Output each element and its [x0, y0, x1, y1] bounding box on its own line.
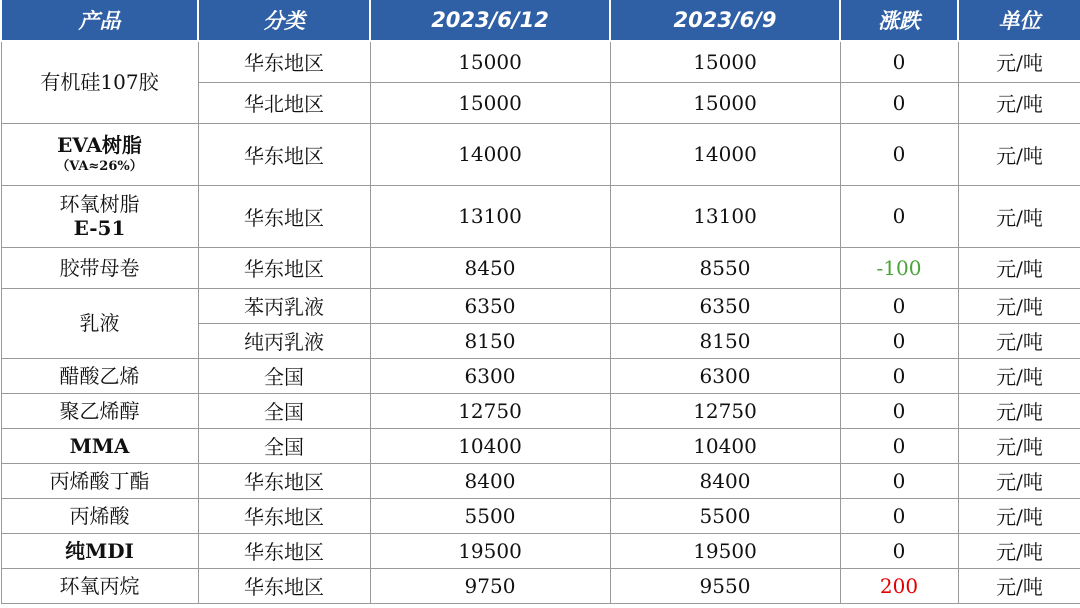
- product-name: 有机硅107胶: [40, 70, 159, 95]
- unit-cell: 元/吨: [958, 498, 1080, 533]
- change-cell: -100: [840, 247, 958, 288]
- price-date-2-cell: 9550: [610, 568, 840, 603]
- category-cell: 全国: [198, 428, 370, 463]
- table-row: [1, 288, 1080, 323]
- product-grade: E-51: [73, 216, 126, 240]
- unit-cell: 元/吨: [958, 358, 1080, 393]
- category-cell: 华东地区: [198, 533, 370, 568]
- header-category: 分类: [198, 0, 370, 41]
- price-date-2-cell: 8150: [610, 323, 840, 358]
- category-cell: 华东地区: [198, 568, 370, 603]
- table-row: [1, 463, 1080, 498]
- product-cell: [1, 358, 198, 393]
- category-cell: 华北地区: [198, 82, 370, 123]
- change-cell: 0: [840, 358, 958, 393]
- category-cell: 华东地区: [198, 247, 370, 288]
- product-name: 胶带母卷: [59, 255, 140, 280]
- category-cell: 华东地区: [198, 123, 370, 185]
- product-cell: [1, 41, 198, 123]
- change-cell: 0: [840, 498, 958, 533]
- price-date-2-cell: 14000: [610, 123, 840, 185]
- table-row: [1, 428, 1080, 463]
- table-row: [1, 498, 1080, 533]
- price-date-1-cell: 13100: [370, 185, 610, 247]
- header-unit: 单位: [958, 0, 1080, 41]
- product-name: 乳液: [79, 311, 120, 335]
- price-date-1-cell: 8400: [370, 463, 610, 498]
- unit-cell: 元/吨: [958, 288, 1080, 323]
- table-row: [1, 185, 1080, 247]
- table-row: [1, 393, 1080, 428]
- price-date-2-cell: 15000: [610, 82, 840, 123]
- table-row: [1, 533, 1080, 568]
- table-row: [1, 247, 1080, 288]
- product-name: MMA: [69, 433, 130, 458]
- unit-cell: 元/吨: [958, 323, 1080, 358]
- price-date-1-cell: 6300: [370, 358, 610, 393]
- product-cell: [1, 123, 198, 185]
- unit-cell: 元/吨: [958, 568, 1080, 603]
- price-date-2-cell: 8400: [610, 463, 840, 498]
- product-cell: [1, 463, 198, 498]
- price-date-1-cell: 6350: [370, 288, 610, 323]
- header-date-2: 2023/6/9: [610, 0, 840, 41]
- unit-cell: 元/吨: [958, 393, 1080, 428]
- product-name: 丙烯酸丁酯: [49, 468, 150, 493]
- price-date-1-cell: 8150: [370, 323, 610, 358]
- table-row: [1, 358, 1080, 393]
- product-name: 聚乙烯醇: [59, 398, 140, 423]
- change-cell: 0: [840, 41, 958, 82]
- category-cell: 全国: [198, 358, 370, 393]
- category-cell: 华东地区: [198, 41, 370, 82]
- price-date-1-cell: 19500: [370, 533, 610, 568]
- price-date-1-cell: 14000: [370, 123, 610, 185]
- product-name: 环氧树脂: [59, 192, 140, 216]
- unit-cell: 元/吨: [958, 463, 1080, 498]
- unit-cell: 元/吨: [958, 82, 1080, 123]
- change-cell: 0: [840, 428, 958, 463]
- unit-cell: 元/吨: [958, 185, 1080, 247]
- product-note: （VA≈26%）: [56, 159, 143, 175]
- unit-cell: 元/吨: [958, 123, 1080, 185]
- product-name: 环氧丙烷: [59, 573, 140, 598]
- price-date-1-cell: 9750: [370, 568, 610, 603]
- category-cell: 苯丙乳液: [198, 288, 370, 323]
- category-cell: 华东地区: [198, 185, 370, 247]
- change-cell: 0: [840, 185, 958, 247]
- price-date-1-cell: 15000: [370, 82, 610, 123]
- product-name: EVA树脂: [57, 133, 142, 158]
- table-row: [1, 568, 1080, 603]
- change-cell: 0: [840, 323, 958, 358]
- price-date-2-cell: 19500: [610, 533, 840, 568]
- product-name: 纯MDI: [65, 538, 134, 563]
- price-date-2-cell: 8550: [610, 247, 840, 288]
- price-date-2-cell: 6300: [610, 358, 840, 393]
- product-cell: [1, 498, 198, 533]
- product-cell: [1, 428, 198, 463]
- product-cell: [1, 533, 198, 568]
- product-cell: [1, 568, 198, 603]
- price-date-1-cell: 15000: [370, 41, 610, 82]
- price-date-2-cell: 13100: [610, 185, 840, 247]
- price-date-1-cell: 5500: [370, 498, 610, 533]
- category-cell: 华东地区: [198, 498, 370, 533]
- table-row: [1, 123, 1080, 185]
- change-cell: 0: [840, 82, 958, 123]
- product-cell: [1, 247, 198, 288]
- header-product: 产品: [1, 0, 198, 41]
- price-date-1-cell: 8450: [370, 247, 610, 288]
- category-cell: 全国: [198, 393, 370, 428]
- product-cell: [1, 288, 198, 358]
- category-cell: 华东地区: [198, 463, 370, 498]
- unit-cell: 元/吨: [958, 533, 1080, 568]
- price-date-1-cell: 12750: [370, 393, 610, 428]
- change-cell: 0: [840, 123, 958, 185]
- price-date-2-cell: 10400: [610, 428, 840, 463]
- change-cell: 0: [840, 393, 958, 428]
- product-name: 丙烯酸: [69, 503, 130, 528]
- unit-cell: 元/吨: [958, 247, 1080, 288]
- price-date-2-cell: 15000: [610, 41, 840, 82]
- change-cell: 200: [840, 568, 958, 603]
- change-cell: 0: [840, 533, 958, 568]
- table-row: [1, 41, 1080, 82]
- unit-cell: 元/吨: [958, 41, 1080, 82]
- header-change: 涨跌: [840, 0, 958, 41]
- price-date-2-cell: 6350: [610, 288, 840, 323]
- category-cell: 纯丙乳液: [198, 323, 370, 358]
- change-cell: 0: [840, 288, 958, 323]
- price-date-2-cell: 5500: [610, 498, 840, 533]
- product-name: 醋酸乙烯: [59, 363, 140, 388]
- price-date-2-cell: 12750: [610, 393, 840, 428]
- unit-cell: 元/吨: [958, 428, 1080, 463]
- product-cell: [1, 393, 198, 428]
- header-row: [1, 0, 1080, 41]
- header-date-1: 2023/6/12: [370, 0, 610, 41]
- price-date-1-cell: 10400: [370, 428, 610, 463]
- change-cell: 0: [840, 463, 958, 498]
- product-cell: [1, 185, 198, 247]
